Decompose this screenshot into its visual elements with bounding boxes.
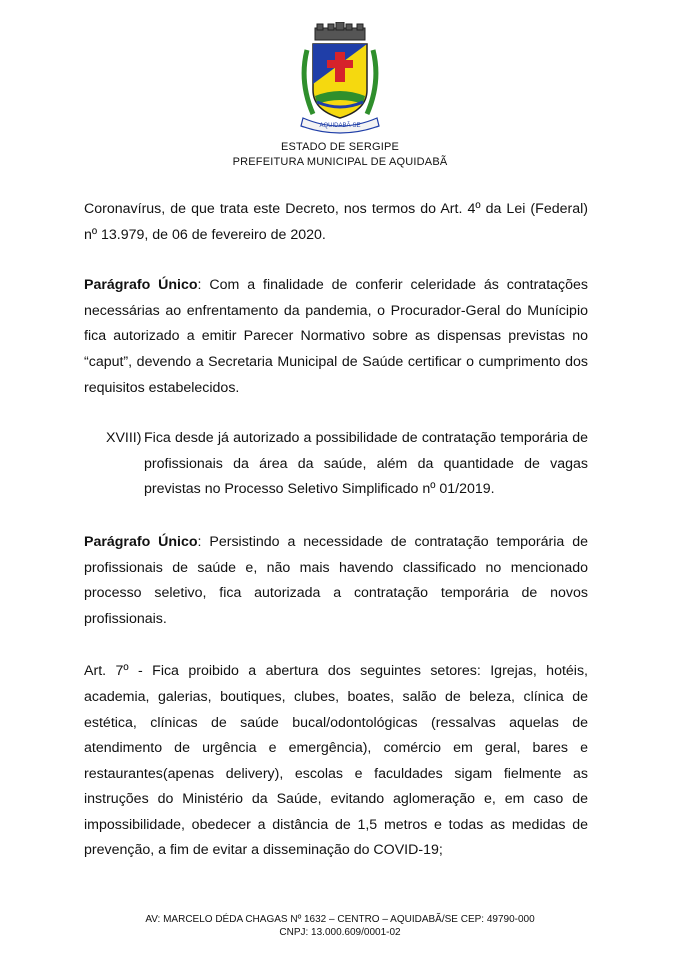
prefecture-name: PREFEITURA MUNICIPAL DE AQUIDABÃ [232,156,448,168]
item-xviii [106,426,588,503]
article-7: Art. 7º - Fica proibido a abertura dos seguintes setores: Igrejas, hotéis, academia, galerias, boutiques, clubes, boates, salão de beleza, clínica de estética, clínicas de saúde bucal/odontológicas (ressalvas aquelas de atendimento de urgência e emergência), comércio em geral, bares e restaurantes(apenas delivery), escolas e faculdades sigam fielmente as instruções do Ministério da Saúde, evitando aglomeração e, em caso de impossibilidade, obedecer a distância de 1,5 metros e todas as medidas de prevenção, a fim de evitar a disseminação do COVID-19; [84,663,588,859]
paragraph-unico-2 [84,530,588,632]
crest-ribbon-text: AQUIDABÃ-SE [319,123,361,129]
paragraph-label: Parágrafo Único [84,277,198,294]
item-number: XVIII) [106,430,142,447]
paragraph-text: : Com a finalidade de conferir celeridade ás contratações necessárias ao enfrentamento da pandemia, o Procurador-Geral do Munícipio fica autorizado a emitir Parecer Normativo sobre as dispensas previstas no “caput”, devendo a Secretaria Municipal de Saúde certificar o cumprimento dos requisitos estabelecidos. [84,277,588,396]
document-body [84,197,588,864]
footer [0,913,680,939]
item-text: Fica desde já autorizado a possibilidade de contratação temporária de profissionais da área da saúde, além da quantidade de vagas previstas no Processo Seletivo Simplificado nº 01/2019. [144,430,588,498]
state-name: ESTADO DE SERGIPE [280,141,400,153]
letterhead [0,22,680,170]
footer-address: AV: MARCELO DÉDA CHAGAS Nº 1632 – CENTRO – AQUIDABÃ/SE CEP: 49790-000 [145,914,535,925]
paragraph-text: : Persistindo a necessidade de contratação temporária de profissionais de saúde e, não mais havendo classificado no mencionado processo seletivo, fica autorizada a contratação temporária de novos profissionais. [84,533,588,627]
paragraph-unico-1 [84,273,588,401]
paragraph-label: Parágrafo Único [84,533,198,550]
paragraph-intro: Coronavírus, de que trata este Decreto, nos termos do Art. 4º da Lei (Federal) nº 13.979, de 06 de fevereiro de 2020. [84,201,588,243]
footer-cnpj: CNPJ: 13.000.609/0001-02 [279,927,401,938]
coat-of-arms-icon [297,22,383,134]
